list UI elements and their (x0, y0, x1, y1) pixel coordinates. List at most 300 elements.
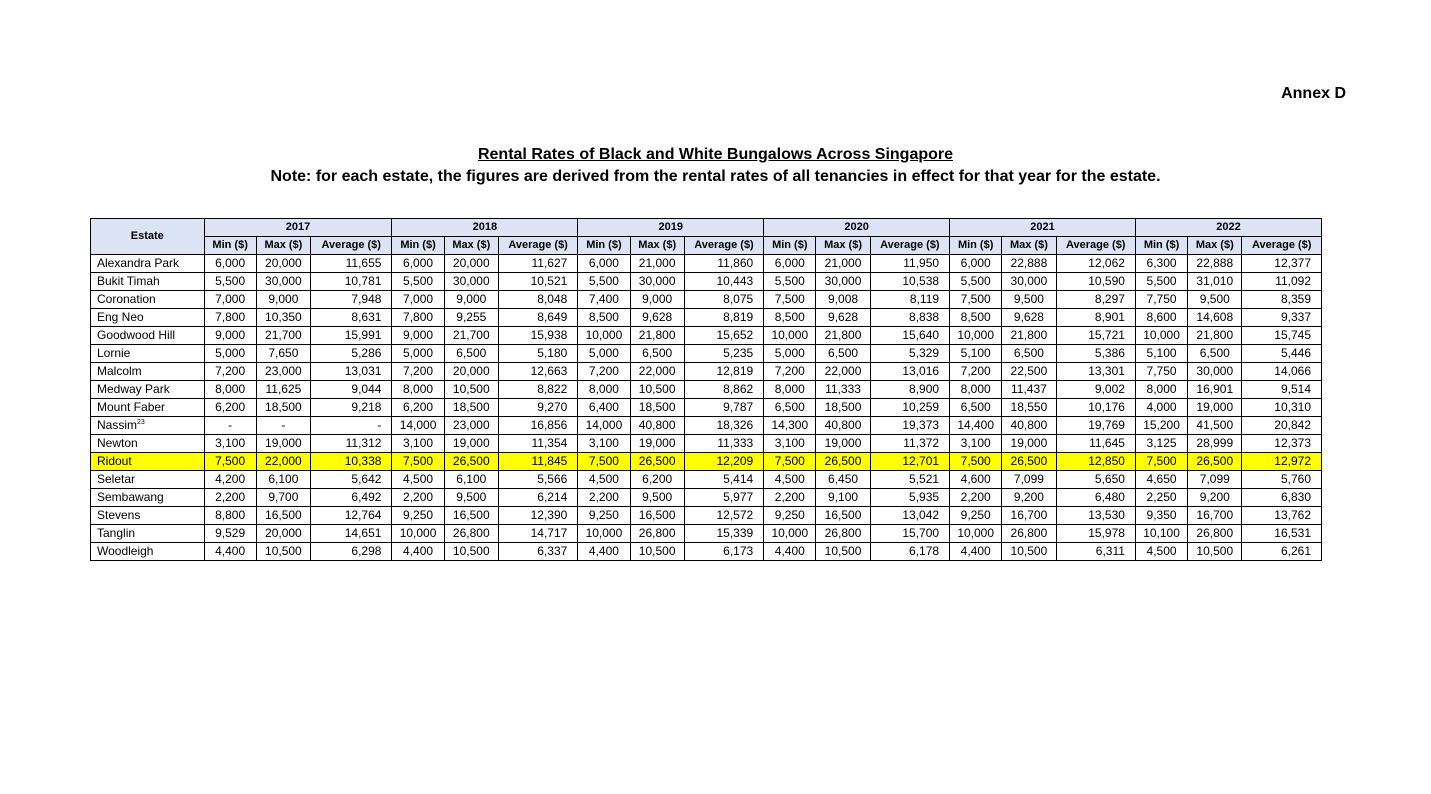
max-value-cell: 9,000 (444, 291, 498, 309)
average-value-cell: 12,819 (684, 363, 763, 381)
estate-name-cell (91, 525, 205, 543)
min-value-cell: 10,000 (764, 327, 816, 345)
max-value-cell: 9,100 (816, 489, 870, 507)
max-value-cell: 23,000 (256, 363, 310, 381)
min-value-cell: 10,000 (950, 327, 1002, 345)
min-value-cell: 5,000 (578, 345, 630, 363)
min-value-cell: 4,400 (392, 543, 444, 561)
average-value-cell: 14,717 (498, 525, 577, 543)
max-value-cell: 26,500 (1002, 453, 1056, 471)
min-value-cell: 10,000 (578, 327, 630, 345)
max-value-cell: 22,888 (1002, 255, 1056, 273)
min-value-cell: 3,100 (204, 435, 256, 453)
average-value-cell: 12,062 (1056, 255, 1135, 273)
sub-header-average-2020: Average ($) (870, 237, 949, 255)
min-value-cell: 6,000 (950, 255, 1002, 273)
sub-header-min-2017: Min ($) (204, 237, 256, 255)
min-value-cell: 7,800 (204, 309, 256, 327)
min-value-cell: 2,200 (392, 489, 444, 507)
table-body (91, 255, 1322, 561)
average-value-cell: 11,333 (684, 435, 763, 453)
min-value-cell: 4,200 (204, 471, 256, 489)
average-value-cell: 12,377 (1242, 255, 1322, 273)
table-row (91, 471, 1322, 489)
document-note: Note: for each estate, the figures are derived from the rental rates of all tenancies in effect for that year for the estate. (270, 168, 1161, 185)
max-value-cell: 20,000 (444, 255, 498, 273)
sub-header-row (91, 237, 1322, 255)
estate-name-cell (91, 417, 205, 435)
average-value-cell: 16,856 (498, 417, 577, 435)
estate-name-cell (91, 507, 205, 525)
max-value-cell: 26,800 (444, 525, 498, 543)
max-value-cell: 19,000 (1002, 435, 1056, 453)
average-value-cell: 13,530 (1056, 507, 1135, 525)
max-value-cell: - (256, 417, 310, 435)
max-value-cell: 22,000 (256, 453, 310, 471)
average-value-cell: 9,514 (1242, 381, 1322, 399)
estate-name: Alexandra Park (97, 256, 180, 270)
min-value-cell: 7,200 (204, 363, 256, 381)
max-value-cell: 6,500 (444, 345, 498, 363)
average-value-cell: 11,860 (684, 255, 763, 273)
max-value-cell: 40,800 (816, 417, 870, 435)
max-value-cell: 10,500 (444, 381, 498, 399)
average-value-cell: 11,092 (1242, 273, 1322, 291)
min-value-cell: 5,500 (764, 273, 816, 291)
sub-header-min-2018: Min ($) (392, 237, 444, 255)
min-value-cell: 8,600 (1135, 309, 1187, 327)
max-value-cell: 18,500 (256, 399, 310, 417)
max-value-cell: 31,010 (1188, 273, 1242, 291)
max-value-cell: 20,000 (256, 525, 310, 543)
average-value-cell: 19,769 (1056, 417, 1135, 435)
average-value-cell: 8,359 (1242, 291, 1322, 309)
max-value-cell: 16,500 (630, 507, 684, 525)
max-value-cell: 10,500 (630, 381, 684, 399)
min-value-cell: 9,250 (950, 507, 1002, 525)
max-value-cell: 28,999 (1188, 435, 1242, 453)
sub-header-max-2021: Max ($) (1002, 237, 1056, 255)
average-value-cell: 6,298 (311, 543, 392, 561)
min-value-cell: 9,000 (392, 327, 444, 345)
sub-header-average-2021: Average ($) (1056, 237, 1135, 255)
max-value-cell: 20,000 (444, 363, 498, 381)
sub-header-average-2017: Average ($) (311, 237, 392, 255)
average-value-cell: 12,373 (1242, 435, 1322, 453)
average-value-cell: 6,480 (1056, 489, 1135, 507)
estate-name: Seletar (97, 472, 136, 486)
min-value-cell: 6,000 (578, 255, 630, 273)
year-header-2017: 2017 (204, 219, 392, 237)
min-value-cell: 10,000 (392, 525, 444, 543)
min-value-cell: 7,500 (950, 453, 1002, 471)
max-value-cell: 16,700 (1002, 507, 1056, 525)
max-value-cell: 10,500 (1002, 543, 1056, 561)
min-value-cell: 2,250 (1135, 489, 1187, 507)
average-value-cell: 11,372 (870, 435, 949, 453)
average-value-cell: 5,286 (311, 345, 392, 363)
average-value-cell: 5,521 (870, 471, 949, 489)
estate-name: Tanglin (97, 526, 136, 540)
average-value-cell: 15,721 (1056, 327, 1135, 345)
estate-name: Bukit Timah (97, 274, 160, 288)
average-value-cell: 15,745 (1242, 327, 1322, 345)
min-value-cell: 3,125 (1135, 435, 1187, 453)
max-value-cell: 9,500 (444, 489, 498, 507)
min-value-cell: 6,200 (392, 399, 444, 417)
estate-name: Ridout (97, 454, 132, 468)
average-value-cell: 11,950 (870, 255, 949, 273)
min-value-cell: 7,000 (392, 291, 444, 309)
max-value-cell: 19,000 (444, 435, 498, 453)
table-row (91, 453, 1322, 471)
max-value-cell: 26,800 (630, 525, 684, 543)
sub-header-max-2019: Max ($) (630, 237, 684, 255)
min-value-cell: 4,500 (1135, 543, 1187, 561)
table-row (91, 543, 1322, 561)
estate-name-cell (91, 435, 205, 453)
year-header-2018: 2018 (392, 219, 578, 237)
max-value-cell: 16,901 (1188, 381, 1242, 399)
min-value-cell: 10,000 (950, 525, 1002, 543)
min-value-cell: 14,000 (578, 417, 630, 435)
min-value-cell: 8,000 (578, 381, 630, 399)
average-value-cell: 18,326 (684, 417, 763, 435)
average-value-cell: 15,339 (684, 525, 763, 543)
average-value-cell: 5,180 (498, 345, 577, 363)
max-value-cell: 9,500 (1188, 291, 1242, 309)
max-value-cell: 6,100 (256, 471, 310, 489)
average-value-cell: 5,329 (870, 345, 949, 363)
table-row (91, 507, 1322, 525)
estate-name-cell (91, 291, 205, 309)
min-value-cell: 8,500 (578, 309, 630, 327)
max-value-cell: 26,500 (1188, 453, 1242, 471)
max-value-cell: 16,500 (816, 507, 870, 525)
year-header-2021: 2021 (950, 219, 1136, 237)
average-value-cell: 8,119 (870, 291, 949, 309)
min-value-cell: 8,800 (204, 507, 256, 525)
table-row (91, 435, 1322, 453)
table-row (91, 255, 1322, 273)
max-value-cell: 9,628 (1002, 309, 1056, 327)
min-value-cell: 5,100 (950, 345, 1002, 363)
average-value-cell: 6,173 (684, 543, 763, 561)
min-value-cell: 5,000 (764, 345, 816, 363)
table-row (91, 399, 1322, 417)
estate-name: Coronation (97, 292, 156, 306)
min-value-cell: 2,200 (950, 489, 1002, 507)
average-value-cell: 15,700 (870, 525, 949, 543)
estate-name: Sembawang (97, 490, 164, 504)
max-value-cell: 22,500 (1002, 363, 1056, 381)
average-value-cell: 15,938 (498, 327, 577, 345)
max-value-cell: 10,500 (630, 543, 684, 561)
max-value-cell: 21,800 (1188, 327, 1242, 345)
average-value-cell: 7,948 (311, 291, 392, 309)
average-value-cell: 8,862 (684, 381, 763, 399)
average-value-cell: 14,066 (1242, 363, 1322, 381)
max-value-cell: 23,000 (444, 417, 498, 435)
min-value-cell: 4,500 (392, 471, 444, 489)
table-row (91, 345, 1322, 363)
min-value-cell: 10,000 (578, 525, 630, 543)
min-value-cell: 4,650 (1135, 471, 1187, 489)
average-value-cell: 5,566 (498, 471, 577, 489)
max-value-cell: 18,500 (816, 399, 870, 417)
average-value-cell: 9,270 (498, 399, 577, 417)
max-value-cell: 20,000 (256, 255, 310, 273)
average-value-cell: 13,301 (1056, 363, 1135, 381)
table-row (91, 327, 1322, 345)
average-value-cell: 14,651 (311, 525, 392, 543)
table-row (91, 291, 1322, 309)
min-value-cell: - (204, 417, 256, 435)
average-value-cell: 8,900 (870, 381, 949, 399)
max-value-cell: 30,000 (630, 273, 684, 291)
average-value-cell: - (311, 417, 392, 435)
footnote-marker: 23 (137, 419, 145, 426)
average-value-cell: 6,830 (1242, 489, 1322, 507)
sub-header-min-2020: Min ($) (764, 237, 816, 255)
average-value-cell: 16,531 (1242, 525, 1322, 543)
estate-name: Eng Neo (97, 310, 144, 324)
average-value-cell: 9,787 (684, 399, 763, 417)
sub-header-min-2022: Min ($) (1135, 237, 1187, 255)
average-value-cell: 5,760 (1242, 471, 1322, 489)
min-value-cell: 6,300 (1135, 255, 1187, 273)
average-value-cell: 6,214 (498, 489, 577, 507)
max-value-cell: 19,000 (630, 435, 684, 453)
estate-name: Woodleigh (97, 544, 154, 558)
average-value-cell: 8,048 (498, 291, 577, 309)
estate-name: Nassim (97, 418, 138, 432)
average-value-cell: 9,044 (311, 381, 392, 399)
max-value-cell: 41,500 (1188, 417, 1242, 435)
estate-name-cell (91, 273, 205, 291)
min-value-cell: 3,100 (578, 435, 630, 453)
max-value-cell: 11,625 (256, 381, 310, 399)
estate-name-cell (91, 543, 205, 561)
max-value-cell: 22,000 (816, 363, 870, 381)
average-value-cell: 11,655 (311, 255, 392, 273)
max-value-cell: 22,888 (1188, 255, 1242, 273)
table-row (91, 309, 1322, 327)
max-value-cell: 30,000 (816, 273, 870, 291)
estate-name: Stevens (97, 508, 141, 522)
min-value-cell: 10,100 (1135, 525, 1187, 543)
max-value-cell: 6,100 (444, 471, 498, 489)
min-value-cell: 8,000 (1135, 381, 1187, 399)
min-value-cell: 7,200 (950, 363, 1002, 381)
average-value-cell: 20,842 (1242, 417, 1322, 435)
max-value-cell: 18,500 (444, 399, 498, 417)
max-value-cell: 26,500 (816, 453, 870, 471)
average-value-cell: 8,631 (311, 309, 392, 327)
min-value-cell: 5,500 (204, 273, 256, 291)
max-value-cell: 30,000 (256, 273, 310, 291)
min-value-cell: 8,000 (204, 381, 256, 399)
min-value-cell: 7,750 (1135, 291, 1187, 309)
average-value-cell: 5,446 (1242, 345, 1322, 363)
max-value-cell: 30,000 (1002, 273, 1056, 291)
min-value-cell: 7,200 (764, 363, 816, 381)
min-value-cell: 9,350 (1135, 507, 1187, 525)
average-value-cell: 6,261 (1242, 543, 1322, 561)
average-value-cell: 11,312 (311, 435, 392, 453)
min-value-cell: 6,000 (392, 255, 444, 273)
average-value-cell: 10,310 (1242, 399, 1322, 417)
max-value-cell: 9,000 (256, 291, 310, 309)
average-value-cell: 13,042 (870, 507, 949, 525)
average-value-cell: 11,354 (498, 435, 577, 453)
max-value-cell: 9,008 (816, 291, 870, 309)
max-value-cell: 9,700 (256, 489, 310, 507)
year-header-row (91, 219, 1322, 237)
min-value-cell: 6,400 (578, 399, 630, 417)
min-value-cell: 14,300 (764, 417, 816, 435)
max-value-cell: 10,500 (444, 543, 498, 561)
sub-header-max-2022: Max ($) (1188, 237, 1242, 255)
max-value-cell: 6,500 (1188, 345, 1242, 363)
average-value-cell: 10,538 (870, 273, 949, 291)
max-value-cell: 26,800 (1188, 525, 1242, 543)
min-value-cell: 7,500 (392, 453, 444, 471)
year-header-2022: 2022 (1135, 219, 1321, 237)
max-value-cell: 21,800 (630, 327, 684, 345)
min-value-cell: 15,200 (1135, 417, 1187, 435)
average-value-cell: 13,762 (1242, 507, 1322, 525)
sub-header-max-2017: Max ($) (256, 237, 310, 255)
min-value-cell: 6,000 (204, 255, 256, 273)
average-value-cell: 8,838 (870, 309, 949, 327)
average-value-cell: 5,414 (684, 471, 763, 489)
average-value-cell: 5,650 (1056, 471, 1135, 489)
max-value-cell: 21,700 (444, 327, 498, 345)
table-row (91, 273, 1322, 291)
max-value-cell: 21,000 (816, 255, 870, 273)
average-value-cell: 5,977 (684, 489, 763, 507)
average-value-cell: 12,572 (684, 507, 763, 525)
document-title: Rental Rates of Black and White Bungalows Across Singapore (477, 146, 954, 163)
min-value-cell: 4,500 (578, 471, 630, 489)
average-value-cell: 12,663 (498, 363, 577, 381)
max-value-cell: 10,500 (1188, 543, 1242, 561)
average-value-cell: 12,850 (1056, 453, 1135, 471)
average-value-cell: 12,701 (870, 453, 949, 471)
min-value-cell: 7,500 (1135, 453, 1187, 471)
max-value-cell: 9,000 (630, 291, 684, 309)
estate-name-cell (91, 255, 205, 273)
min-value-cell: 5,000 (204, 345, 256, 363)
max-value-cell: 19,000 (256, 435, 310, 453)
estate-name: Lornie (97, 346, 131, 360)
min-value-cell: 10,000 (1135, 327, 1187, 345)
min-value-cell: 4,400 (204, 543, 256, 561)
max-value-cell: 18,550 (1002, 399, 1056, 417)
max-value-cell: 16,500 (256, 507, 310, 525)
max-value-cell: 19,000 (1188, 399, 1242, 417)
rental-rates-table (90, 218, 1322, 561)
max-value-cell: 14,608 (1188, 309, 1242, 327)
max-value-cell: 9,200 (1188, 489, 1242, 507)
min-value-cell: 5,500 (950, 273, 1002, 291)
average-value-cell: 10,443 (684, 273, 763, 291)
sub-header-min-2021: Min ($) (950, 237, 1002, 255)
min-value-cell: 7,000 (204, 291, 256, 309)
max-value-cell: 16,700 (1188, 507, 1242, 525)
average-value-cell: 12,390 (498, 507, 577, 525)
max-value-cell: 21,800 (816, 327, 870, 345)
average-value-cell: 10,176 (1056, 399, 1135, 417)
average-value-cell: 8,901 (1056, 309, 1135, 327)
table-row (91, 363, 1322, 381)
estate-name: Newton (97, 436, 138, 450)
max-value-cell: 21,800 (1002, 327, 1056, 345)
min-value-cell: 9,250 (764, 507, 816, 525)
average-value-cell: 12,764 (311, 507, 392, 525)
average-value-cell: 10,521 (498, 273, 577, 291)
average-value-cell: 15,978 (1056, 525, 1135, 543)
average-value-cell: 11,645 (1056, 435, 1135, 453)
estate-name-cell (91, 309, 205, 327)
average-value-cell: 6,337 (498, 543, 577, 561)
table-row (91, 489, 1322, 507)
estate-name-cell (91, 363, 205, 381)
max-value-cell: 6,500 (816, 345, 870, 363)
estate-name-cell (91, 489, 205, 507)
min-value-cell: 7,500 (204, 453, 256, 471)
estate-name-cell (91, 471, 205, 489)
average-value-cell: 10,781 (311, 273, 392, 291)
average-value-cell: 5,386 (1056, 345, 1135, 363)
min-value-cell: 10,000 (764, 525, 816, 543)
average-value-cell: 10,259 (870, 399, 949, 417)
max-value-cell: 22,000 (630, 363, 684, 381)
min-value-cell: 9,529 (204, 525, 256, 543)
average-value-cell: 6,311 (1056, 543, 1135, 561)
average-value-cell: 9,002 (1056, 381, 1135, 399)
year-header-2019: 2019 (578, 219, 764, 237)
annex-label: Annex D (1281, 85, 1346, 102)
average-value-cell: 11,627 (498, 255, 577, 273)
min-value-cell: 7,500 (764, 291, 816, 309)
average-value-cell: 10,590 (1056, 273, 1135, 291)
estate-name-cell (91, 381, 205, 399)
average-value-cell: 9,218 (311, 399, 392, 417)
max-value-cell: 21,000 (630, 255, 684, 273)
sub-header-max-2018: Max ($) (444, 237, 498, 255)
average-value-cell: 13,031 (311, 363, 392, 381)
max-value-cell: 6,200 (630, 471, 684, 489)
estate-header: Estate (91, 219, 205, 255)
min-value-cell: 4,400 (764, 543, 816, 561)
min-value-cell: 4,400 (950, 543, 1002, 561)
min-value-cell: 5,100 (1135, 345, 1187, 363)
min-value-cell: 7,200 (578, 363, 630, 381)
max-value-cell: 18,500 (630, 399, 684, 417)
min-value-cell: 8,500 (950, 309, 1002, 327)
max-value-cell: 10,350 (256, 309, 310, 327)
min-value-cell: 7,400 (578, 291, 630, 309)
estate-name: Malcolm (97, 364, 142, 378)
max-value-cell: 7,099 (1002, 471, 1056, 489)
average-value-cell: 8,819 (684, 309, 763, 327)
min-value-cell: 8,000 (392, 381, 444, 399)
table-row (91, 525, 1322, 543)
max-value-cell: 6,500 (630, 345, 684, 363)
max-value-cell: 11,333 (816, 381, 870, 399)
